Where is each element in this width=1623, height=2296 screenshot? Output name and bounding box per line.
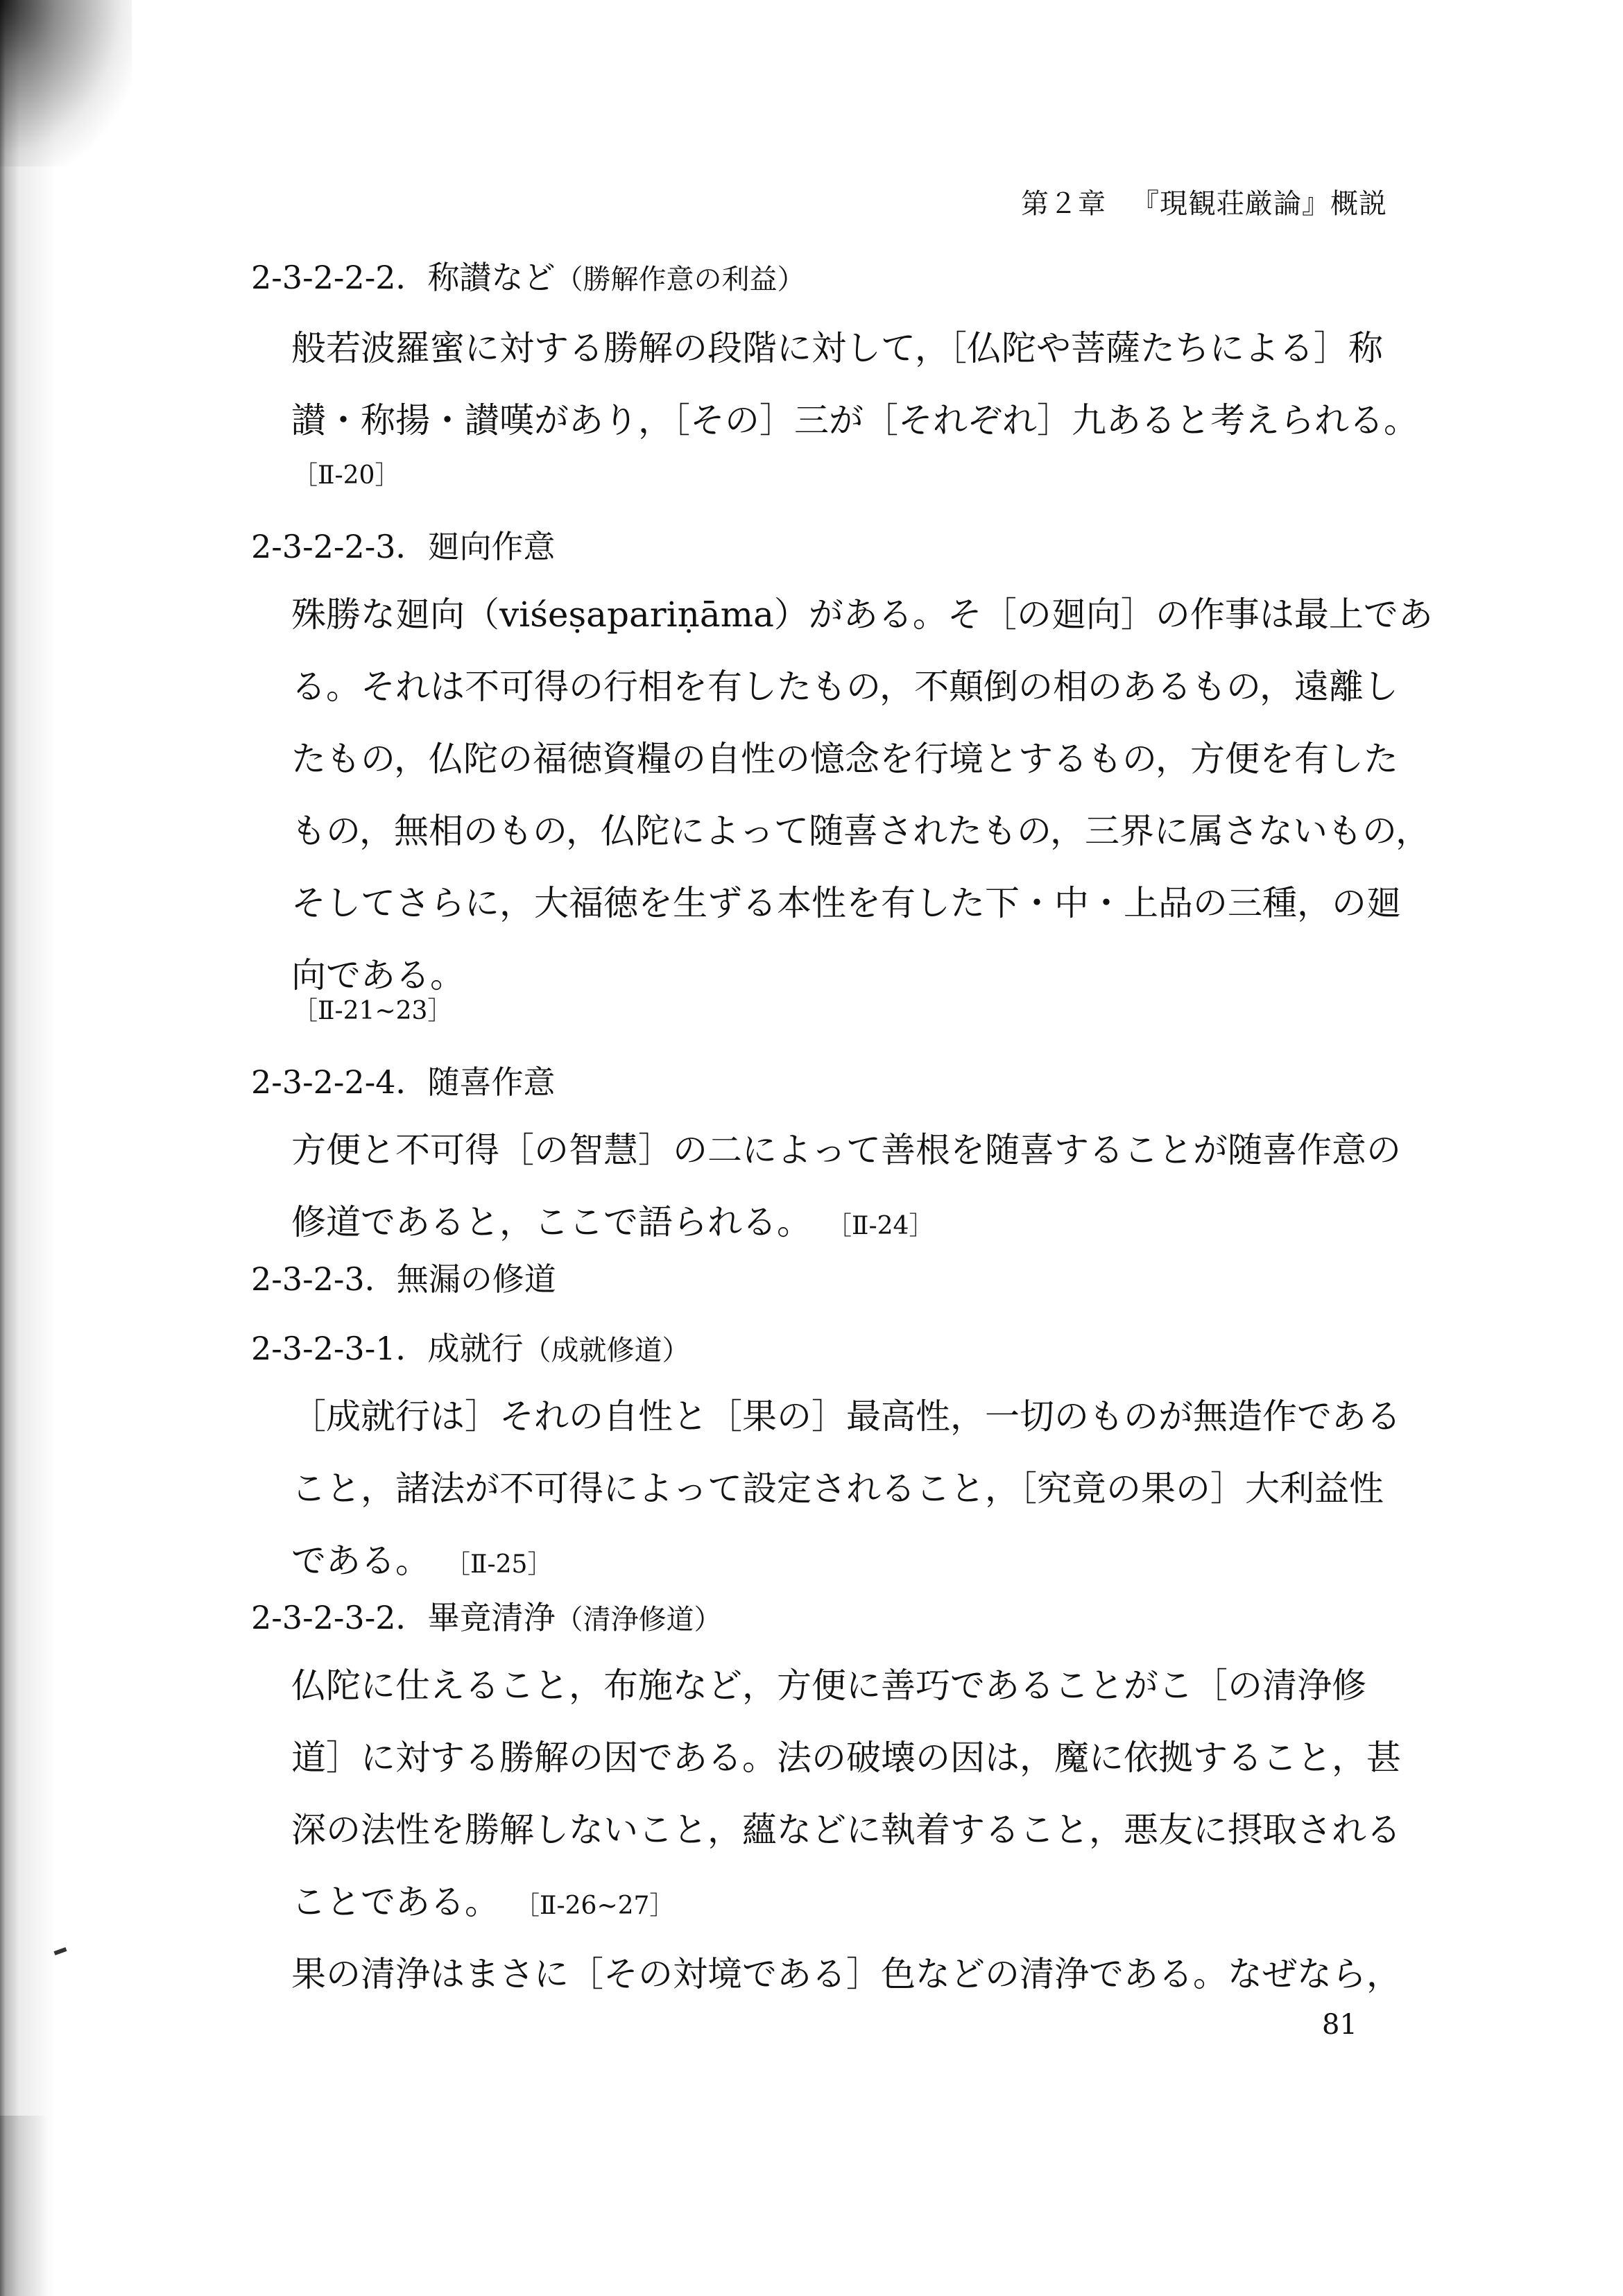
section-heading: 2-3-2-2-2．称讃など（勝解作意の利益） xyxy=(251,259,805,296)
text-line: ［成就行は］それの自性と［果の］最高性，一切のものが無造作である xyxy=(291,1396,1401,1437)
text-line: 般若波羅蜜に対する勝解の段階に対して，［仏陀や菩薩たちによる］称 xyxy=(291,328,1383,368)
section-paragraph xyxy=(291,312,1418,456)
section-heading: 2-3-2-2-3．廻向作意 xyxy=(251,528,556,565)
text-line: 方便と不可得［の智慧］の二によって善根を随喜することが随喜作意の xyxy=(291,1130,1401,1170)
section-heading: 2-3-2-2-4．随喜作意 xyxy=(251,1063,556,1101)
verse-reference: ［Ⅱ-20］ xyxy=(293,461,400,490)
page-number: 81 xyxy=(1322,2009,1357,2041)
text-line: である。 ［Ⅱ-25］ xyxy=(291,1541,553,1581)
text-line: たもの，仏陀の福徳資糧の自性の憶念を行境とするもの，方便を有した xyxy=(291,739,1398,779)
verse-reference: ［Ⅱ-25］ xyxy=(458,1550,553,1579)
section-paragraph xyxy=(291,1380,1415,1597)
text-line: 讃・称揚・讃嘆があり，［その］三が［それぞれ］九あると考えられる。 xyxy=(291,400,1418,440)
text-line: 向である。 xyxy=(291,955,465,995)
text-line: 果の清浄はまさに［その対境である］色などの清浄である。なぜなら， xyxy=(291,1954,1401,1994)
chapter-title: 『現観荘厳論』概説 xyxy=(1131,188,1387,220)
section-heading: 2-3-2-3-2．畢竟清浄（清浄修道） xyxy=(251,1599,722,1636)
verse-reference: ［Ⅱ-26~27］ xyxy=(527,1892,675,1920)
section-paragraph xyxy=(291,579,1433,1011)
text-line: そしてさらに，大福徳を生ずる本性を有した下・中・上品の三種，の廻 xyxy=(291,883,1401,923)
text-line: 殊勝な廻向（viśeṣapariṇāma）がある。そ［の廻向］の作事は最上であ xyxy=(291,594,1433,635)
text-line: 深の法性を勝解しないこと，蘊などに執着すること，悪友に摂取される xyxy=(291,1810,1401,1850)
section-heading: 2-3-2-3-1．成就行（成就修道） xyxy=(251,1330,690,1367)
text-line: こと，諸法が不可得によって設定されること，［究竟の果の］大利益性 xyxy=(291,1468,1384,1509)
chapter-label: 第２章 xyxy=(1021,188,1106,220)
verse-reference: ［Ⅱ-21~23］ xyxy=(293,997,453,1025)
continuing-paragraph xyxy=(291,1938,1415,2010)
text-line: 道］に対する勝解の因である。法の破壊の因は，魔に依拠すること，甚 xyxy=(291,1738,1401,1778)
text-line: ことである。 ［Ⅱ-26~27］ xyxy=(291,1882,675,1922)
section-heading: 2-3-2-3．無漏の修道 xyxy=(251,1260,556,1298)
text-line: 修道であると，ここで語られる。 ［Ⅱ-24］ xyxy=(291,1202,934,1242)
text-line: る。それは不可得の行相を有したもの，不顛倒の相のあるもの，遠離し xyxy=(291,667,1398,707)
section-paragraph xyxy=(291,1650,1415,1938)
section-paragraph xyxy=(291,1114,1415,1258)
text-line: 仏陀に仕えること，布施など，方便に善巧であることがこ［の清浄修 xyxy=(291,1665,1366,1706)
verse-reference: ［Ⅱ-24］ xyxy=(839,1212,934,1240)
text-line: もの，無相のもの，仏陀によって随喜されたもの，三界に属さないもの， xyxy=(291,811,1430,851)
